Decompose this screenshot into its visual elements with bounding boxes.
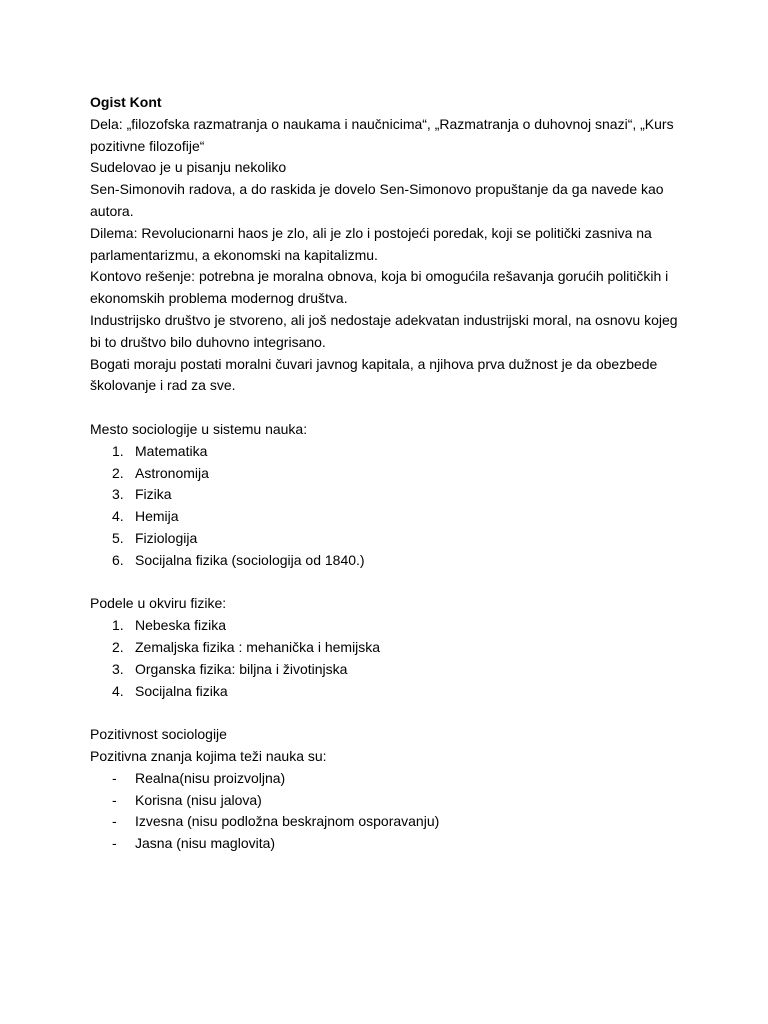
list-number: 4.	[112, 508, 124, 525]
list-dash: -	[112, 769, 117, 786]
section-subheading-knowledge: Pozitivna znanja kojima teži nauka su:	[90, 747, 327, 764]
list-item-text: Zemaljska fizika : mehanička i hemijska	[135, 638, 381, 655]
list-item-text: Socijalna fizika (sociologija od 1840.)	[135, 551, 365, 568]
list-number: 2.	[112, 464, 124, 481]
list-number: 6.	[112, 551, 124, 568]
list-number: 1.	[112, 442, 124, 459]
list-dash: -	[112, 813, 117, 830]
list-item	[90, 833, 680, 855]
paragraph-solution: Kontovo rešenje: potrebna je moralna obnova, koja bi omogućila rešavanja gorućih političkih i ekonomskih problema modernog društva.	[90, 268, 669, 307]
paragraph-dilemma: Dilema: Revolucionarni haos je zlo, ali je zlo i postojeći poredak, koji se politički zasniva na parlamentarizmu, a ekonomski na kapitalizmu.	[90, 224, 652, 263]
list-item-text: Fizika	[135, 486, 172, 503]
knowledge-list	[90, 768, 680, 855]
section-heading-physics: Podele u okviru fizike:	[90, 595, 227, 612]
list-item	[90, 768, 680, 790]
list-item	[90, 550, 680, 572]
list-item	[90, 637, 680, 659]
list-item	[90, 659, 680, 681]
list-item	[90, 790, 680, 812]
list-number: 4.	[112, 682, 124, 699]
paragraph-collaboration: Sudelovao je u pisanju nekoliko	[90, 159, 287, 176]
paragraph-industrial-society: Industrijsko društvo je stvoreno, ali još nedostaje adekvatan industrijski moral, na osnovu kojeg bi to društvo bilo duhovno integrisano.	[90, 311, 678, 350]
list-item	[90, 463, 680, 485]
paragraph-wealthy: Bogati moraju postati moralni čuvari javnog kapitala, a njihova prva dužnost je da obezbede školovanje i rad za sve.	[90, 355, 658, 394]
list-item	[90, 506, 680, 528]
physics-list	[90, 615, 680, 702]
list-item-text: Astronomija	[135, 464, 209, 481]
list-item-text: Izvesna (nisu podložna beskrajnom osporavanju)	[135, 813, 440, 830]
list-item	[90, 484, 680, 506]
list-item	[90, 811, 680, 833]
blank-line	[90, 397, 680, 419]
list-item	[90, 681, 680, 703]
blank-line	[90, 702, 680, 724]
list-item-text: Matematika	[135, 442, 208, 459]
list-item-text: Nebeska fizika	[135, 617, 227, 634]
list-item-text: Fiziologija	[135, 529, 198, 546]
paragraph-split: Sen-Simonovih radova, a do raskida je dovelo Sen-Simonovo propuštanje da ga navede kao autora.	[90, 181, 664, 219]
section-heading-sciences: Mesto sociologije u sistemu nauka:	[90, 420, 308, 437]
sciences-list	[90, 441, 680, 572]
paragraph-works: Dela: „filozofska razmatranja o naukama i naučnicima“, „Razmatranja o duhovnoj snazi“, „Kurs pozitivne filozofije“	[90, 115, 674, 154]
list-number: 5.	[112, 529, 124, 546]
list-item-text: Socijalna fizika	[135, 682, 228, 699]
section-heading-positivity: Pozitivnost sociologije	[90, 726, 227, 743]
list-item-text: Jasna (nisu maglovita)	[135, 835, 276, 852]
list-dash: -	[112, 835, 117, 852]
document-body	[90, 92, 680, 855]
list-item	[90, 441, 680, 463]
list-item	[90, 528, 680, 550]
list-dash: -	[112, 791, 117, 808]
list-item-text: Korisna (nisu jalova)	[135, 791, 262, 808]
list-number: 3.	[112, 660, 124, 677]
list-item	[90, 615, 680, 637]
list-item-text: Hemija	[135, 508, 179, 525]
document-title: Ogist Kont	[90, 94, 162, 110]
list-number: 1.	[112, 617, 124, 634]
list-item-text: Organska fizika: biljna i životinjska	[135, 660, 348, 677]
list-number: 3.	[112, 486, 124, 503]
blank-line	[90, 572, 680, 594]
list-number: 2.	[112, 638, 124, 655]
list-item-text: Realna(nisu proizvoljna)	[135, 769, 286, 786]
